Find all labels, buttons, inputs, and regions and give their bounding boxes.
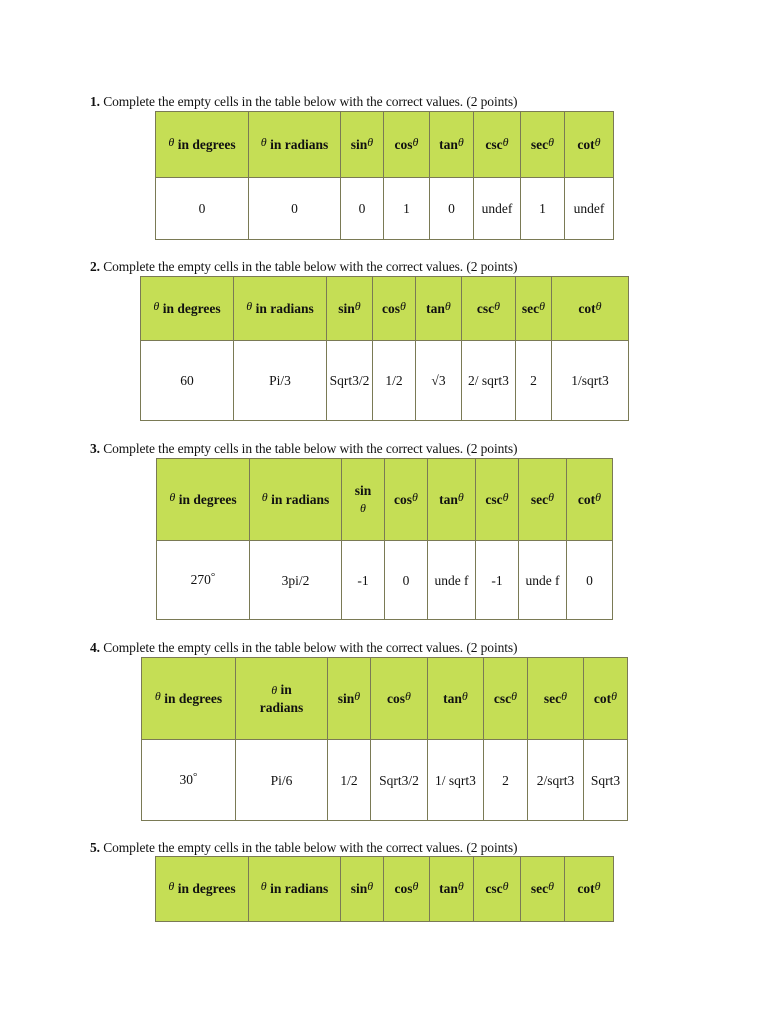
cell-tan: 0 — [430, 178, 474, 240]
header-sin: sinθ — [328, 658, 371, 740]
header-radians: θ in radians — [250, 459, 342, 541]
header-sec: secθ — [521, 857, 565, 922]
header-sec: secθ — [521, 112, 565, 178]
header-cos: cosθ — [384, 857, 430, 922]
header-cos: cosθ — [384, 112, 430, 178]
question-4-prompt: 4. Complete the empty cells in the table below with the correct values. (2 points) — [90, 640, 518, 655]
cell-tan: unde f — [428, 541, 476, 620]
cell-sin: Sqrt3/2 — [327, 341, 373, 421]
cell-sin: -1 — [342, 541, 385, 620]
cell-cot: undef — [565, 178, 614, 240]
cell-radians: 0 — [249, 178, 341, 240]
cell-csc: 2 — [484, 740, 528, 821]
header-tan: tanθ — [428, 459, 476, 541]
cell-cos: Sqrt3/2 — [371, 740, 428, 821]
cell-radians: 3pi/2 — [250, 541, 342, 620]
header-degrees: θ in degrees — [156, 857, 249, 922]
question-1-prompt: 1. Complete the empty cells in the table below with the correct values. (2 points) — [90, 94, 518, 109]
header-tan: tanθ — [416, 277, 462, 341]
header-radians: θ in radians — [249, 112, 341, 178]
cell-sec: unde f — [519, 541, 567, 620]
cell-csc: 2/ sqrt3 — [462, 341, 516, 421]
header-sec: secθ — [528, 658, 584, 740]
header-degrees: θ in degrees — [142, 658, 236, 740]
question-5-prompt: 5. Complete the empty cells in the table below with the correct values. (2 points) — [90, 840, 518, 855]
header-tan: tanθ — [430, 857, 474, 922]
cell-degrees: 30° — [142, 740, 236, 821]
cell-tan: 1/ sqrt3 — [428, 740, 484, 821]
header-cot: cotθ — [565, 112, 614, 178]
header-tan: tanθ — [428, 658, 484, 740]
header-sin: sinθ — [341, 112, 384, 178]
trig-table-5 — [155, 856, 614, 922]
trig-table-3 — [156, 458, 613, 620]
trig-table-2 — [140, 276, 629, 421]
header-cot: cotθ — [567, 459, 613, 541]
header-degrees: θ in degrees — [157, 459, 250, 541]
cell-cot: 1/sqrt3 — [552, 341, 629, 421]
cell-cos: 1/2 — [373, 341, 416, 421]
header-cot: cotθ — [584, 658, 628, 740]
cell-degrees: 270° — [157, 541, 250, 620]
header-sin: sin θ — [342, 459, 385, 541]
cell-degrees: 0 — [156, 178, 249, 240]
header-degrees: θ in degrees — [156, 112, 249, 178]
cell-cot: Sqrt3 — [584, 740, 628, 821]
cell-radians: Pi/6 — [236, 740, 328, 821]
cell-cos: 0 — [385, 541, 428, 620]
cell-tan: √3 — [416, 341, 462, 421]
header-sec: secθ — [516, 277, 552, 341]
trig-table-1 — [155, 111, 614, 240]
cell-csc: -1 — [476, 541, 519, 620]
cell-sec: 1 — [521, 178, 565, 240]
header-csc: cscθ — [474, 112, 521, 178]
cell-degrees: 60 — [141, 341, 234, 421]
header-cos: cosθ — [385, 459, 428, 541]
header-radians: θ in radians — [249, 857, 341, 922]
header-csc: cscθ — [484, 658, 528, 740]
cell-sec: 2 — [516, 341, 552, 421]
cell-sec: 2/sqrt3 — [528, 740, 584, 821]
header-radians: θ in radians — [236, 658, 328, 740]
cell-cos: 1 — [384, 178, 430, 240]
cell-cot: 0 — [567, 541, 613, 620]
header-cos: cosθ — [373, 277, 416, 341]
trig-table-4 — [141, 657, 628, 821]
header-radians: θ in radians — [234, 277, 327, 341]
cell-radians: Pi/3 — [234, 341, 327, 421]
header-csc: cscθ — [476, 459, 519, 541]
question-3-prompt: 3. Complete the empty cells in the table below with the correct values. (2 points) — [90, 441, 518, 456]
header-cot: cotθ — [565, 857, 614, 922]
header-cot: cotθ — [552, 277, 629, 341]
header-sin: sinθ — [341, 857, 384, 922]
header-sin: sinθ — [327, 277, 373, 341]
cell-sin: 0 — [341, 178, 384, 240]
cell-sin: 1/2 — [328, 740, 371, 821]
header-csc: cscθ — [474, 857, 521, 922]
header-cos: cosθ — [371, 658, 428, 740]
header-csc: cscθ — [462, 277, 516, 341]
question-2-prompt: 2. Complete the empty cells in the table below with the correct values. (2 points) — [90, 259, 518, 274]
header-sec: secθ — [519, 459, 567, 541]
header-tan: tanθ — [430, 112, 474, 178]
cell-csc: undef — [474, 178, 521, 240]
header-degrees: θ in degrees — [141, 277, 234, 341]
